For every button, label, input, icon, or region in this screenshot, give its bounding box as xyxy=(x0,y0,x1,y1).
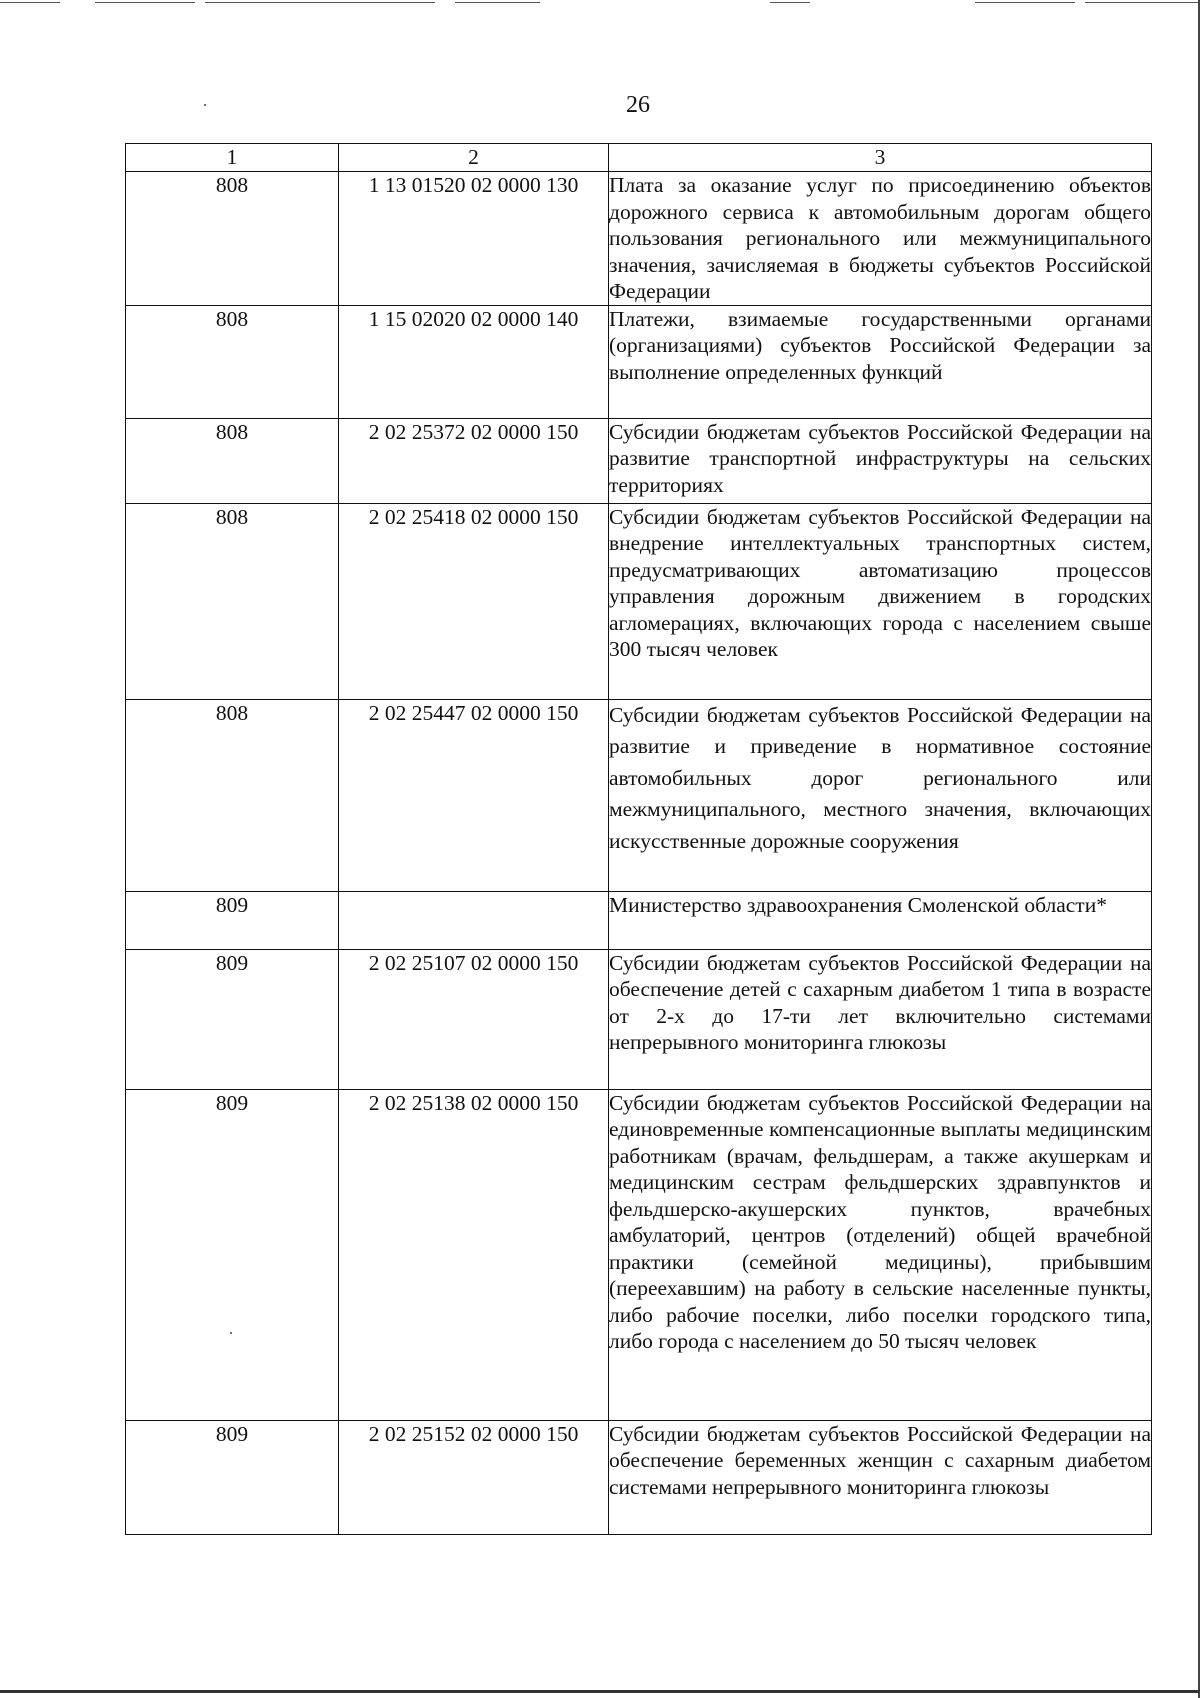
income-code-cell: 2 02 25418 02 0000 150 xyxy=(339,503,609,699)
description-cell: Платежи, взимаемые государственными органами (организациями) субъектов Российской Федерации за выполнение определенных функций xyxy=(609,305,1152,418)
income-code-cell: 2 02 25372 02 0000 150 xyxy=(339,418,609,503)
column-header-2: 2 xyxy=(339,144,609,172)
income-code-cell: 2 02 25152 02 0000 150 xyxy=(339,1420,609,1534)
budget-code-table xyxy=(125,143,1152,1535)
table-row xyxy=(126,418,1152,503)
admin-code-cell: 808 xyxy=(126,503,339,699)
description-cell: Плата за оказание услуг по присоединению объектов дорожного сервиса к автомобильным дорогам общего пользования регионального или межмуниципального значения, зачисляемая в бюджеты субъектов Российской Федерации xyxy=(609,173,1151,303)
department-heading-cell: Министерство здравоохранения Смоленской области* xyxy=(609,891,1152,949)
table-row xyxy=(126,699,1152,891)
table-row xyxy=(126,891,1152,949)
table-row xyxy=(126,305,1152,418)
admin-code-cell: 808 xyxy=(126,305,339,418)
column-header-3: 3 xyxy=(609,144,1152,172)
income-code-cell: 2 02 25107 02 0000 150 xyxy=(339,949,609,1089)
admin-code-cell: 809 xyxy=(126,1089,339,1420)
admin-code-cell: 808 xyxy=(126,699,339,891)
table-row xyxy=(126,172,1152,306)
admin-code-cell: 809 xyxy=(126,1420,339,1534)
admin-code-cell: 808 xyxy=(126,418,339,503)
table-row xyxy=(126,949,1152,1089)
description-cell: Субсидии бюджетам субъектов Российской Федерации на обеспечение детей с сахарным диабетом 1 типа в возрасте от 2-х до 17-ти лет включительно системами непрерывного мониторинга глюкозы xyxy=(609,949,1152,1089)
admin-code-cell: 809 xyxy=(126,891,339,949)
income-code-cell: 2 02 25447 02 0000 150 xyxy=(339,699,609,891)
description-cell: Субсидии бюджетам субъектов Российской Федерации на развитие и приведение в нормативное состояние автомобильных дорог регионального или межмуниципального, местного значения, включающих искусственные дорожные сооружения xyxy=(609,699,1152,891)
table-row xyxy=(126,1420,1152,1534)
income-code-cell: 1 13 01520 02 0000 130 xyxy=(339,172,609,306)
table-header-row xyxy=(126,144,1152,172)
table-row xyxy=(126,503,1152,699)
table-row xyxy=(126,1089,1152,1420)
income-code-cell xyxy=(339,891,609,949)
column-header-1: 1 xyxy=(126,144,339,172)
description-cell: Субсидии бюджетам субъектов Российской Федерации на развитие транспортной инфраструктуры на сельских территориях xyxy=(609,418,1152,503)
description-cell: Субсидии бюджетам субъектов Российской Федерации на внедрение интеллектуальных транспортных систем, предусматривающих автоматизацию процессов управления дорожным движением в городских агломерациях, включающих города с населением свыше 300 тысяч человек xyxy=(609,503,1152,699)
income-code-cell: 2 02 25138 02 0000 150 xyxy=(339,1089,609,1420)
scan-top-edge xyxy=(0,0,1200,8)
scan-bottom-edge xyxy=(0,1690,1200,1693)
description-cell: Субсидии бюджетам субъектов Российской Федерации на единовременные компенсационные выплаты медицинским работникам (врачам, фельдшерам, а также акушеркам и медицинским сестрам фельдшерских здравпунктов и фельдшерско-акушерских пунктов, врачебных амбулаторий, центров (отделений) общей врачебной практики (семейной медицины), прибывшим (переехавшим) на работу в сельские населенные пункты, либо рабочие поселки, либо поселки городского типа, либо города с населением до 50 тысяч человек xyxy=(609,1089,1152,1420)
page-number: 26 xyxy=(626,92,650,118)
admin-code-cell: 809 xyxy=(126,949,339,1089)
description-cell: Субсидии бюджетам субъектов Российской Федерации на обеспечение беременных женщин с сахарным диабетом системами непрерывного мониторинга глюкозы xyxy=(609,1420,1152,1534)
admin-code-cell: 808 xyxy=(126,172,339,306)
income-code-cell: 1 15 02020 02 0000 140 xyxy=(339,305,609,418)
